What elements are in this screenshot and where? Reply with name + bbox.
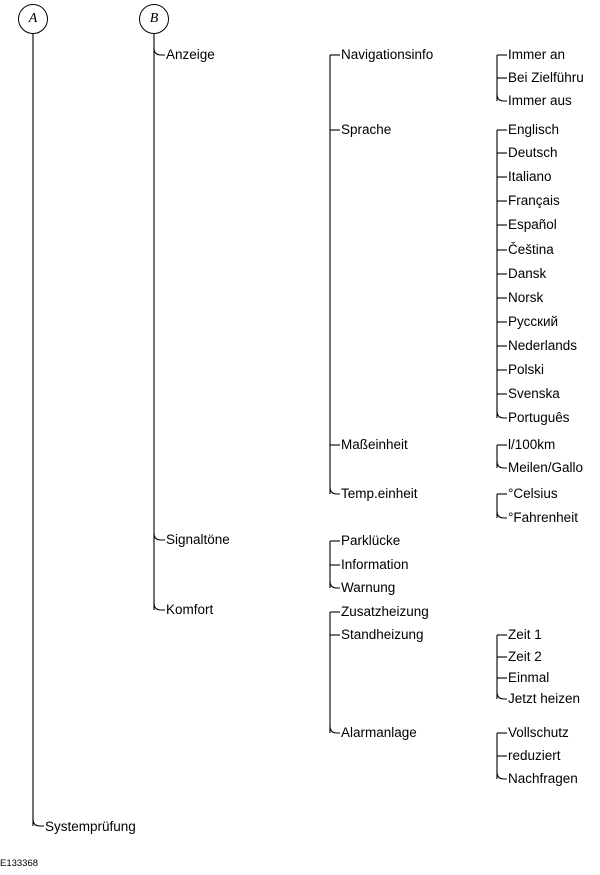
menu-option-zeit-2[interactable]: Zeit 2 xyxy=(508,649,542,664)
menu-option-francais[interactable]: Français xyxy=(508,193,560,208)
menu-option-bei-zielfuehrung[interactable]: Bei Zielführu xyxy=(508,70,584,85)
menu-option-norsk[interactable]: Norsk xyxy=(508,290,544,305)
menu-option-dansk[interactable]: Dansk xyxy=(508,266,547,281)
branch-sprache-children xyxy=(497,130,507,418)
menu-option-zeit-1[interactable]: Zeit 1 xyxy=(508,627,542,642)
menu-option-espanol[interactable]: Español xyxy=(508,217,557,232)
menu-item-navigationsinfo[interactable]: Navigationsinfo xyxy=(341,47,434,62)
menu-item-sprache[interactable]: Sprache xyxy=(341,122,392,137)
branch-tempeinheit-children xyxy=(497,494,507,518)
menu-option-nachfragen[interactable]: Nachfragen xyxy=(508,771,578,786)
menu-option-jetzt-heizen[interactable]: Jetzt heizen xyxy=(508,691,581,706)
menu-item-tempeinheit[interactable]: Temp.einheit xyxy=(341,486,418,501)
menu-option-portugues[interactable]: Português xyxy=(508,410,570,425)
menu-item-anzeige[interactable]: Anzeige xyxy=(166,47,215,62)
column-marker-a-letter: A xyxy=(28,11,38,26)
branch-alarmanlage-children xyxy=(497,733,507,779)
menu-option-russkij[interactable]: Русский xyxy=(508,314,559,329)
menu-item-signaltoene[interactable]: Signaltöne xyxy=(166,532,230,547)
menu-item-parkluecke[interactable]: Parklücke xyxy=(341,533,401,548)
branch-column-a xyxy=(33,34,44,826)
menu-item-warnung[interactable]: Warnung xyxy=(341,580,396,595)
column-marker-b xyxy=(139,4,169,34)
column-marker-a xyxy=(18,4,48,34)
branch-anzeige-children xyxy=(330,55,340,494)
branch-masseinheit-children xyxy=(497,445,507,468)
menu-item-alarmanlage[interactable]: Alarmanlage xyxy=(341,725,417,740)
menu-option-fahrenheit[interactable]: °Fahrenheit xyxy=(508,510,578,525)
menu-option-einmal[interactable]: Einmal xyxy=(508,670,550,685)
menu-option-polski[interactable]: Polski xyxy=(508,362,545,377)
menu-item-zusatzheizung[interactable]: Zusatzheizung xyxy=(341,604,429,619)
menu-option-immer-aus[interactable]: Immer aus xyxy=(508,93,572,108)
column-marker-b-letter: B xyxy=(149,11,159,26)
menu-item-information[interactable]: Information xyxy=(341,557,409,572)
menu-item-standheizung[interactable]: Standheizung xyxy=(341,627,424,642)
branch-navigationsinfo-children xyxy=(497,55,507,101)
branch-standheizung-children xyxy=(497,635,507,699)
menu-option-vollschutz[interactable]: Vollschutz xyxy=(508,725,569,740)
menu-option-svenska[interactable]: Svenska xyxy=(508,386,560,401)
branch-column-b xyxy=(154,34,165,610)
branch-komfort-children xyxy=(330,612,340,733)
menu-option-meilen-gallone[interactable]: Meilen/Gallo xyxy=(508,460,584,475)
menu-item-systempruefung[interactable]: Systemprüfung xyxy=(45,819,136,834)
menu-option-reduziert[interactable]: reduziert xyxy=(508,748,561,763)
menu-option-nederlands[interactable]: Nederlands xyxy=(508,338,578,353)
figure-id: E133368 xyxy=(0,858,39,869)
menu-option-cestina[interactable]: Čeština xyxy=(508,242,554,257)
menu-option-deutsch[interactable]: Deutsch xyxy=(508,145,558,160)
menu-option-englisch[interactable]: Englisch xyxy=(508,122,560,137)
menu-option-immer-an[interactable]: Immer an xyxy=(508,47,566,62)
branch-signaltoene-children xyxy=(330,541,340,588)
menu-option-celsius[interactable]: °Celsius xyxy=(508,486,558,501)
menu-option-l-100km[interactable]: l/100km xyxy=(508,437,556,452)
menu-item-komfort[interactable]: Komfort xyxy=(166,602,214,617)
menu-item-masseinheit[interactable]: Maßeinheit xyxy=(341,437,408,452)
menu-option-italiano[interactable]: Italiano xyxy=(508,169,552,184)
